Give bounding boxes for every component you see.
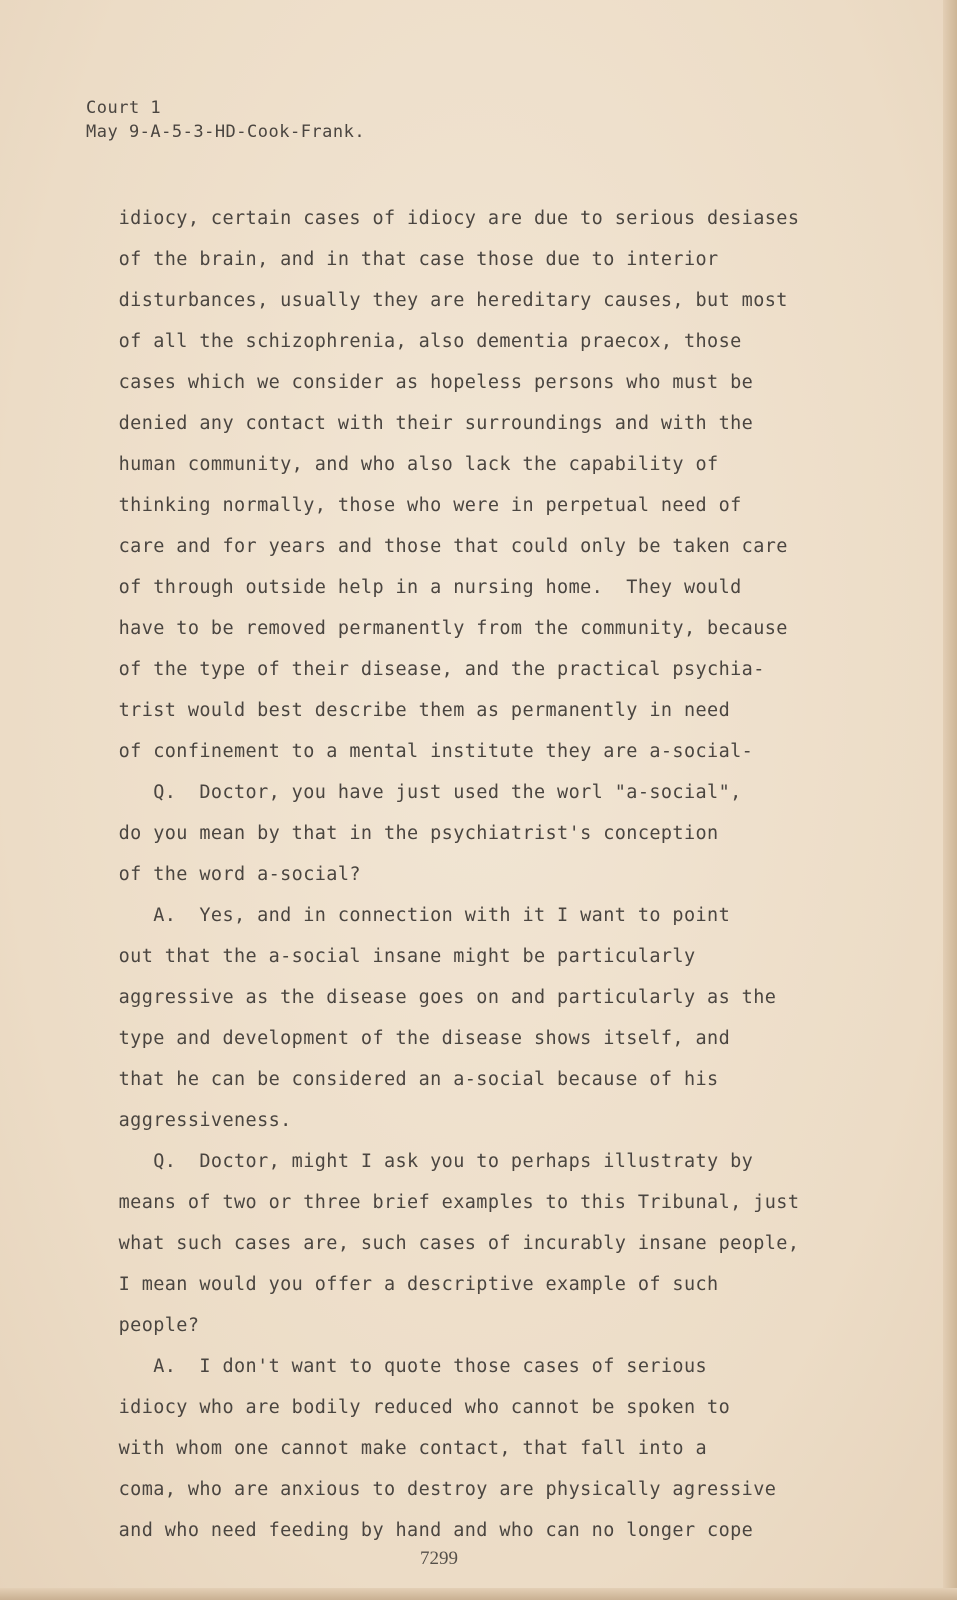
transcript-body <box>84 198 924 1551</box>
text-line: with whom one cannot make contact, that fall into a <box>84 1438 708 1459</box>
text-line: have to be removed permanently from the community, because <box>84 618 788 639</box>
text-line: aggressiveness. <box>84 1110 292 1131</box>
text-line: care and for years and those that could only be taken care <box>84 536 788 557</box>
question-line: Q. Doctor, you have just used the worl "a-social", <box>84 782 742 803</box>
text-line: of all the schizophrenia, also dementia praecox, those <box>84 331 742 352</box>
text-line: coma, who are anxious to destroy are physically agressive <box>84 1479 777 1500</box>
text-line: of through outside help in a nursing home. They would <box>84 577 742 598</box>
page-edge-bottom <box>0 1588 957 1600</box>
text-line: denied any contact with their surroundings and with the <box>84 413 754 434</box>
text-line: cases which we consider as hopeless persons who must be <box>84 372 754 393</box>
answer-line: A. I don't want to quote those cases of serious <box>84 1356 708 1377</box>
text-line: of the word a-social? <box>84 864 361 885</box>
text-line: disturbances, usually they are hereditary causes, but most <box>84 290 788 311</box>
text-line: trist would best describe them as permanently in need <box>84 700 731 721</box>
text-line: thinking normally, those who were in perpetual need of <box>84 495 742 516</box>
text-line: aggressive as the disease goes on and particularly as the <box>84 987 777 1008</box>
answer-line: A. Yes, and in connection with it I want to point <box>84 905 731 926</box>
document-header <box>86 96 365 144</box>
text-line: human community, and who also lack the capability of <box>84 454 719 475</box>
text-line: and who need feeding by hand and who can no longer cope <box>84 1520 754 1541</box>
text-line: of confinement to a mental institute they are a-social- <box>84 741 754 762</box>
text-line: I mean would you offer a descriptive example of such <box>84 1274 719 1295</box>
case-reference: May 9-A-5-3-HD-Cook-Frank. <box>86 122 366 142</box>
text-line: means of two or three brief examples to this Tribunal, just <box>84 1192 800 1213</box>
text-line: people? <box>84 1315 200 1336</box>
text-line: what such cases are, such cases of incurably insane people, <box>84 1233 800 1254</box>
page-edge-right <box>943 0 957 1600</box>
question-line: Q. Doctor, might I ask you to perhaps illustraty by <box>84 1151 754 1172</box>
page-number: 7299 <box>420 1548 458 1569</box>
text-line: out that the a-social insane might be particularly <box>84 946 696 967</box>
text-line: idiocy who are bodily reduced who cannot be spoken to <box>84 1397 731 1418</box>
text-line: do you mean by that in the psychiatrist's conception <box>84 823 719 844</box>
court-label: Court 1 <box>86 98 162 118</box>
text-line: that he can be considered an a-social because of his <box>84 1069 719 1090</box>
text-line: idiocy, certain cases of idiocy are due to serious desiases <box>84 208 800 229</box>
text-line: of the type of their disease, and the practical psychia- <box>84 659 765 680</box>
text-line: of the brain, and in that case those due to interior <box>84 249 719 270</box>
text-line: type and development of the disease shows itself, and <box>84 1028 731 1049</box>
